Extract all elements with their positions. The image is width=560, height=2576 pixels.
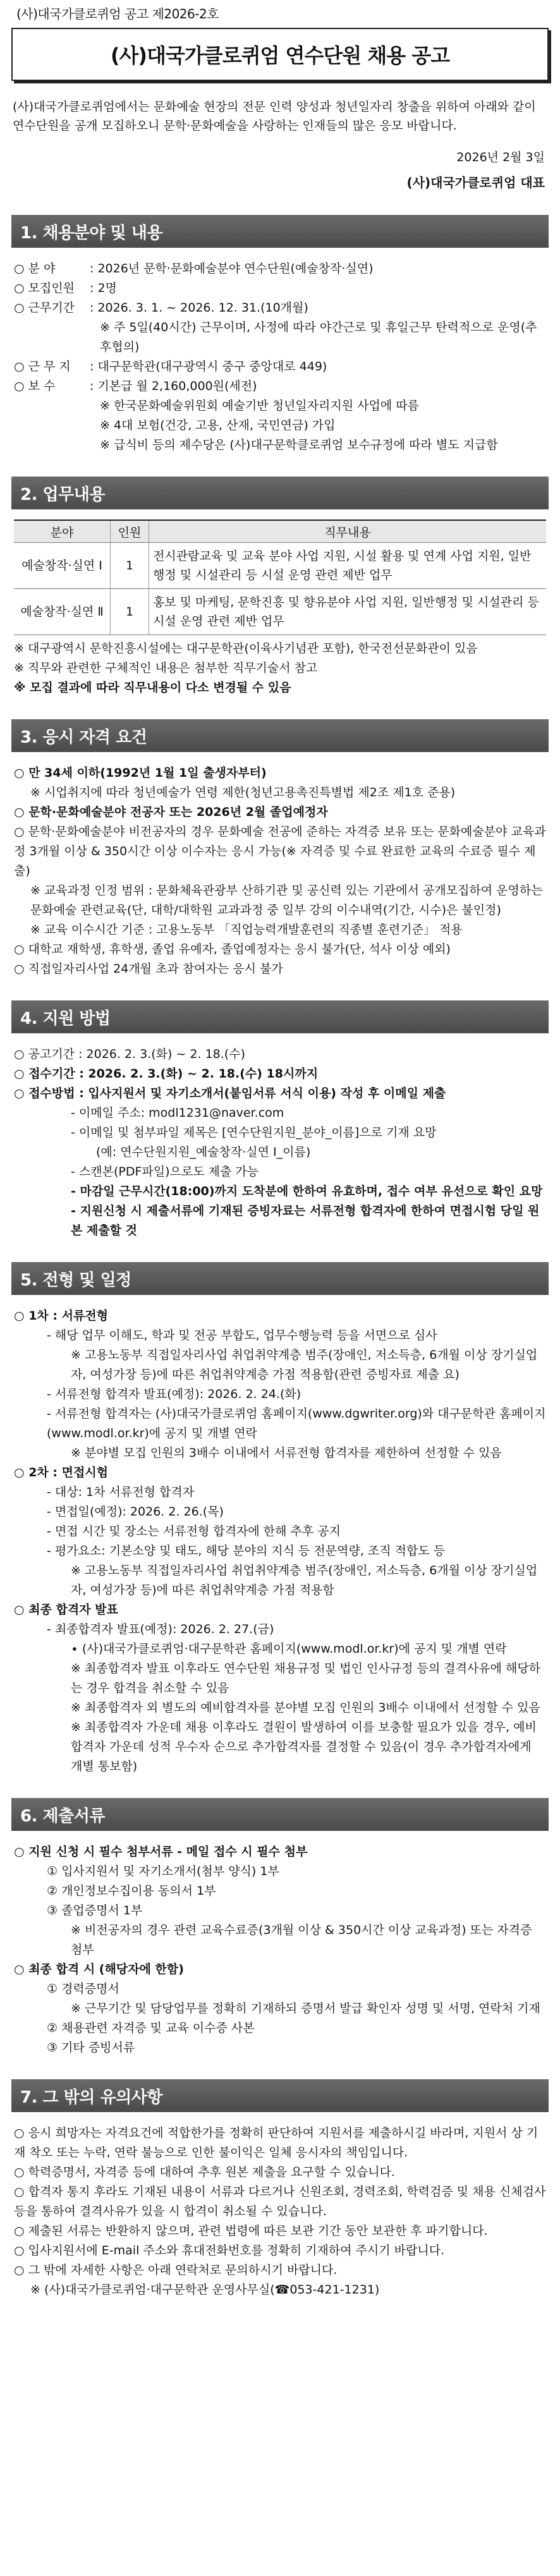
s6-item: ③ 기타 증빙서류 xyxy=(47,2041,135,2055)
s5-item: ※ 분야별 모집 인원의 3배수 이내에서 서류전형 합격자를 제한하여 선정할 수 있음 xyxy=(71,1446,502,1460)
table-row xyxy=(14,589,546,635)
section-1-body xyxy=(14,259,546,455)
section-6-title: 6. 제출서류 xyxy=(11,1798,549,1831)
s6-item: ※ 비전공자의 경우 관련 교육수료증(3개월 이상 & 350시간 이상 교육과정) 또는 자격증 첨부 xyxy=(71,1923,532,1957)
s3-item: ○ 직접일자리사업 24개월 초과 참여자는 응시 불가 xyxy=(14,962,283,976)
s4-item: - 지원신청 시 제출서류에 기재된 증빙자료는 서류전형 합격자에 한하여 면접시험 당일 원본 제출할 것 xyxy=(71,1204,540,1237)
s5-item: ∙ (사)대국가클로퀴엄·대구문학관 홈페이지(www.modl.or.kr)에 공지 및 개별 연락 xyxy=(71,1642,507,1656)
table-header-duty: 직무내용 xyxy=(149,520,547,543)
s3-item: ※ 시업취지에 따라 청년예술가 연령 제한(청년고용촉진특별법 제2조 제1호 준용) xyxy=(30,786,456,799)
section-3-title: 3. 응시 자격 요건 xyxy=(11,719,549,752)
s5-item: ○ 2차 : 면접시험 xyxy=(14,1466,109,1479)
section-4-body xyxy=(14,1045,546,1241)
s7-item: ○ 응시 희망자는 자격요건에 적합한가를 정확히 판단하여 지원서를 제출하시길 바라며, 지원서 상 기재 착오 또는 누락, 연락 불능으로 인한 불이익은 일체 응시자의 책임입니다. xyxy=(14,2126,539,2160)
s3-item: ○ 만 34세 이하(1992년 1월 1일 출생자부터) xyxy=(14,766,267,780)
section-7-body xyxy=(14,2123,546,2300)
table-cell-field: 예술창작·실연 Ⅰ xyxy=(14,543,111,589)
s4-item: - 스캔본(PDF파일)으로도 제출 가능 xyxy=(71,1165,259,1179)
field-label: ○ 분 야 xyxy=(14,262,56,276)
pay-label: ○ 보 수 xyxy=(14,379,56,393)
table-cell-count: 1 xyxy=(111,543,149,589)
s5-item: ○ 최종 합격자 발표 xyxy=(14,1603,118,1617)
s4-item: ○ 공고기간 : 2026. 2. 3.(화) ~ 2. 18.(수) xyxy=(14,1047,245,1061)
place-value: : 대구문학관(대구광역시 중구 중앙대로 449) xyxy=(90,360,327,374)
page-title-text: (사)대국가클로퀴엄 연수단원 채용 공고 xyxy=(110,44,450,68)
table-cell-count: 1 xyxy=(111,589,149,635)
s3-item: ○ 문학·문화예술분야 전공자 또는 2026년 2월 졸업예정자 xyxy=(14,805,328,819)
s3-item: ○ 대학교 재학생, 휴학생, 졸업 유예자, 졸업예정자는 응시 불가(단, 석사 이상 예외) xyxy=(14,942,451,956)
s4-item: ○ 접수방법 : 입사지원서 및 자기소개서(붙임서류 서식 이용) 작성 후 이메일 제출 xyxy=(14,1086,446,1100)
s5-item: ※ 최종합격자 외 별도의 예비합격자를 분야별 모집 인원의 3배수 이내에서 선정할 수 있음 xyxy=(71,1701,540,1715)
s4-item: ○ 접수기간 : 2026. 2. 3.(화) ~ 2. 18.(수) 18시까지 xyxy=(14,1067,319,1081)
period-label: ○ 근무기간 xyxy=(14,301,75,315)
s5-item: - 서류전형 합격자 발표(예정): 2026. 2. 24.(화) xyxy=(47,1387,301,1401)
period-value: : 2026. 3. 1. ~ 2026. 12. 31.(10개월) xyxy=(90,301,308,315)
field-value: : 2026년 문학·문화예술분야 연수단원(예술창작·실연) xyxy=(90,262,374,276)
duty-note-1: ※ 대구광역시 문학진흥시설에는 대구문학관(이육사기념관 포함), 한국전선문화관이 있음 xyxy=(14,641,478,655)
s7-item: ○ 제출된 서류는 반환하지 않으며, 관련 법령에 따른 보관 기간 동안 보관한 후 파기합니다. xyxy=(14,2224,488,2238)
duty-table xyxy=(14,519,546,635)
s5-item: - 해당 업무 이해도, 학과 및 전공 부합도, 업무수행능력 등을 서면으로 심사 xyxy=(47,1328,437,1342)
pay-note-2: ※ 4대 보험(건강, 고용, 산재, 국민연금) 가입 xyxy=(100,418,336,432)
s3-item: ※ 교육과정 인정 범위 : 문화체육관광부 산하기관 및 공신력 있는 기관에서 공개모집하여 운영하는 문화예술 관련교육(단, 대학/대학원 교과과정 중 일부 강의 이수내역(기간, 시수)은 불인정) xyxy=(30,884,543,917)
s7-item: ○ 합격자 통지 후라도 기재된 내용이 서류과 다르거나 신원조회, 경력조회, 학력검증 및 채용 신체검사 등을 통하여 결격사유가 있을 시 합격이 취소될 수 있습니다. xyxy=(14,2185,546,2218)
s7-item: ○ 그 밖에 자세한 사항은 아래 연락처로 문의하시기 바랍니다. xyxy=(14,2263,338,2277)
s7-item: ○ 입사지원서에 E-mail 주소와 휴대전화번호를 정확히 기재하여 주시기 바랍니다. xyxy=(14,2244,445,2257)
section-6-body xyxy=(14,1842,546,2058)
place-label: ○ 근 무 지 xyxy=(14,360,71,374)
table-cell-duty: 전시관람교육 및 교육 분야 사업 지원, 시설 활용 및 연계 사업 지원, 일반행정 및 시설관리 등 시설 운영 관련 제반 업무 xyxy=(149,543,547,589)
s5-item: - 면접일(예정): 2026. 2. 26.(목) xyxy=(47,1505,224,1519)
table-cell-field: 예술창작·실연 Ⅱ xyxy=(14,589,111,635)
section-5-title: 5. 전형 및 일정 xyxy=(11,1262,549,1295)
s5-item: - 평가요소: 기본소양 및 태도, 해당 분야의 지식 등 전문역량, 조직 적합도 등 xyxy=(47,1544,446,1558)
s6-item: ○ 최종 합격 시 (해당자에 한함) xyxy=(14,1962,184,1976)
s7-item: ○ 학력증명서, 자격증 등에 대하여 추후 원본 제출을 요구할 수 있습니다. xyxy=(14,2165,395,2179)
duty-note-3: ※ 모집 결과에 따라 직무내용이 다소 변경될 수 있음 xyxy=(14,681,291,695)
s5-item: ※ 최종합격자 발표 이후라도 연수단원 채용규정 및 법인 인사규정 등의 결격사유에 해당하는 경우 합격을 취소할 수 있음 xyxy=(71,1662,541,1695)
s5-item: - 대상: 1차 서류전형 합격자 xyxy=(47,1485,195,1499)
s5-item: ※ 고용노동부 직접일자리사업 취업취약계층 범주(장애인, 저소득층, 6개월 이상 장기실업자, 여성가장 등)에 따른 취업취약계층 가점 적용함 xyxy=(71,1564,538,1597)
count-value: : 2명 xyxy=(90,281,117,295)
section-5-body xyxy=(14,1306,546,1777)
period-note: ※ 주 5일(40시간) 근무이며, 사정에 따라 야간근로 및 휴일근무 탄력적으로 운영(추후협의) xyxy=(100,320,537,354)
s6-item: ② 개인정보수집이용 동의서 1부 xyxy=(47,1884,216,1898)
count-label: ○ 모집인원 xyxy=(14,281,75,295)
pay-value: : 기본급 월 2,160,000원(세전) xyxy=(90,379,257,393)
s6-item: ① 입사지원서 및 자기소개서(첨부 양식) 1부 xyxy=(47,1864,279,1878)
s7-item: ※ (사)대국가클로퀴엄·대구문학관 운영사무실(☎053-421-1231) xyxy=(30,2283,380,2297)
page-title xyxy=(11,28,549,81)
table-header-field: 분야 xyxy=(14,520,111,543)
section-7-title: 7. 그 밖의 유의사항 xyxy=(11,2079,549,2112)
s5-item: ○ 1차 : 서류전형 xyxy=(14,1309,109,1323)
s4-item: (예: 연수단원지원_예술창작·실연 Ⅰ_이름) xyxy=(96,1145,311,1159)
s3-item: ○ 문학·문화예술분야 비전공자의 경우 문화예술 전공에 준하는 자격증 보유 또는 문화예술분야 교육과정 3개월 이상 & 350시간 이상 이수자는 응시 가능(※ 자격증 및 수료 완료한 교육의 수료증 필수 제출) xyxy=(14,825,546,878)
s5-item: - 면접 시간 및 장소는 서류전형 합격자에 한해 추후 공지 xyxy=(47,1524,341,1538)
section-3-body xyxy=(14,763,546,979)
signer: (사)대국가클로퀴엄 대표 xyxy=(406,175,545,190)
s4-item: - 이메일 주소: modl1231@naver.com xyxy=(71,1106,284,1120)
intro-text: (사)대국가클로퀴엄에서는 문화예술 현장의 전문 인력 양성과 청년일자리 창출을 위하여 아래와 같이 연수단원을 공개 모집하오니 문학·문화예술을 사랑하는 인재들의 많은 응모 바랍니다. xyxy=(13,100,536,133)
s5-item: ※ 고용노동부 직접일자리사업 취업취약계층 범주(장애인, 저소득층, 6개월 이상 장기실업자, 여성가장 등)에 따른 취업취약계층 가점 적용함(관련 증빙자료 제출 요) xyxy=(71,1348,538,1382)
table-header-count: 인원 xyxy=(111,520,149,543)
section-2-title: 2. 업무내용 xyxy=(11,477,549,509)
table-row xyxy=(14,543,546,589)
s4-item: - 이메일 및 첨부파일 제목은 [연수단원지원_분야_이름]으로 기재 요망 xyxy=(71,1126,437,1139)
section-4-title: 4. 지원 방법 xyxy=(11,1000,549,1033)
s6-item: ○ 지원 신청 시 필수 첨부서류 - 메일 접수 시 필수 첨부 xyxy=(14,1845,308,1859)
section-1-title: 1. 채용분야 및 내용 xyxy=(11,215,549,248)
notice-number: (사)대국가클로퀴엄 공고 제2026-2호 xyxy=(16,6,219,21)
s6-item: ③ 졸업증명서 1부 xyxy=(47,1904,143,1917)
s6-item: ※ 근무기간 및 담당업무를 정확히 기재하되 증명서 발급 확인자 성명 및 서명, 연락처 기재 xyxy=(71,2002,540,2015)
s5-item: - 서류전형 합격자는 (사)대국가클로퀴엄 홈페이지(www.dgwriter.org)와 대구문학관 홈페이지(www.modl.or.kr)에 공지 및 개별 연락 xyxy=(47,1407,546,1440)
pay-note-1: ※ 한국문화예술위원회 예술기반 청년일자리지원 사업에 따름 xyxy=(100,399,419,413)
duty-note-2: ※ 직무와 관련한 구체적인 내용은 첨부한 직무기술서 참고 xyxy=(14,661,318,675)
table-cell-duty: 홍보 및 마케팅, 문학진흥 및 향유분야 사업 지원, 일반행정 및 시설관리 등 시설 운영 관련 제반 업무 xyxy=(149,589,547,635)
pay-note-3: ※ 급식비 등의 제수당은 (사)대구문학클로퀴엄 보수규정에 따라 별도 지급함 xyxy=(100,438,498,452)
s6-item: ② 채용관련 자격증 및 교육 이수증 사본 xyxy=(47,2021,255,2035)
s5-item: ※ 최종합격자 가운데 채용 이후라도 결원이 발생하여 이를 보충할 필요가 있을 경우, 예비합격자 가운데 성적 우수자 순으로 추가합격자를 결정할 수 있음(이 경우 추가합격자에게 개별 통보함) xyxy=(71,1720,537,1773)
s5-item: - 최종합격자 발표(예정): 2026. 2. 27.(금) xyxy=(47,1622,274,1636)
s4-item: - 마감일 근무시간(18:00)까지 도착분에 한하여 유효하며, 접수 여부 유선으로 확인 요망 xyxy=(71,1184,543,1198)
notice-date: 2026년 2월 3일 xyxy=(456,150,545,164)
s3-item: ※ 교육 이수시간 기준 : 고용노동부 「직업능력개발훈련의 직종별 훈련기준」 적용 xyxy=(30,923,463,937)
s6-item: ① 경력증명서 xyxy=(47,1982,119,1996)
